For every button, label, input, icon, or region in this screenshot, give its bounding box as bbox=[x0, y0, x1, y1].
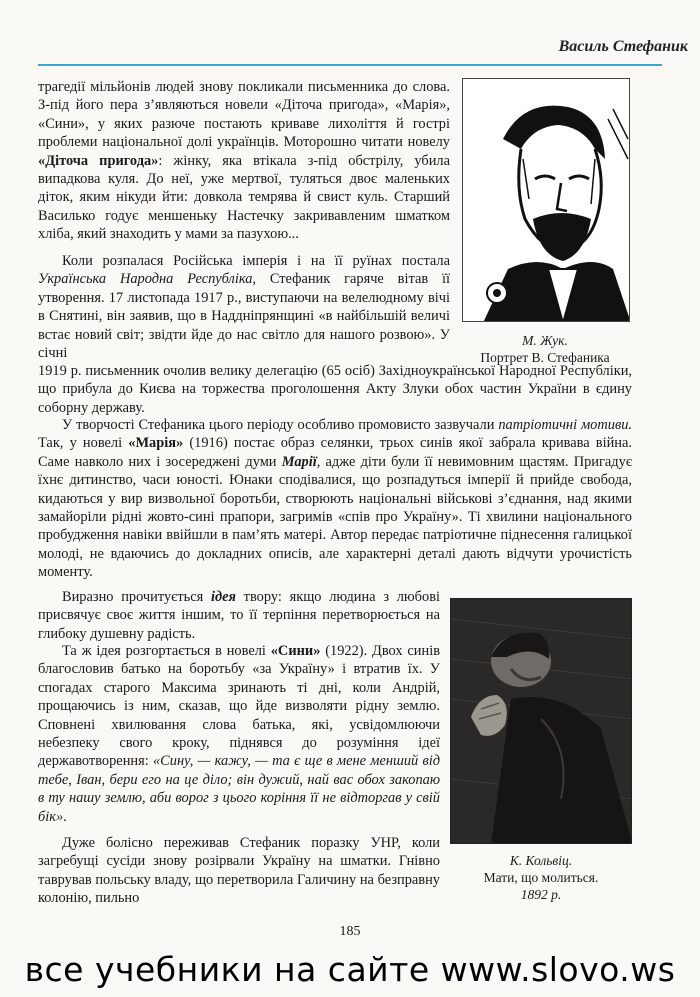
paragraph-4 bbox=[38, 588, 440, 643]
text: (1916) постає образ селянки, трьох синів якої забрала кривава війна. Саме навколо них і зосереджені думи bbox=[38, 435, 632, 470]
text: Так, у новелі bbox=[38, 435, 129, 452]
character-name: Марії bbox=[281, 453, 317, 470]
caption-author: М. Жук. bbox=[522, 333, 568, 348]
praying-mother-figure bbox=[450, 598, 632, 844]
header-rule bbox=[38, 64, 662, 66]
text: (1922). Двох синів благословив батько на боротьбу «за Україну» і втратив їх. У спогадах старого Максима зринають ті дні, коли Андрій, прощаючись із ним, сказав, що йде визволяти рідну землю. Сповнені хвилювання слова батька, які, усвідомлюючи небезпеку свого кроку, піднявся до розуміння ідеї державотворення: bbox=[38, 643, 440, 770]
term: патріотичні мотиви. bbox=[498, 417, 632, 433]
caption-title: Мати, що молиться. bbox=[483, 870, 599, 885]
text: , адже діти були її невимовним щастям. Пригадує їхнє дитинство, часи юності. Юнаки сподівалися, що розпадуться імперії й прийде свобода, кидаються у вир визвольної боротьби, створюють національні військові з’єднання, над якими замайоріли рідні жовто-сині прапори, загримів «спів про Україну». Ті хвилини національного пробудження навіки ввійшли в пам’ять матері. Автор передає патріотичне піднесення галицької молоді, не вдаючись до докладних описів, але характерні деталі дають відчути урочистість моменту. bbox=[38, 453, 632, 581]
text: 1919 р. письменник очолив велику делегацію (65 осіб) Західноукраїнської Народної Республіки, що прибула до Києва на торжества проголошення Акту Злуки обох частин України в єдину соборну державу. bbox=[38, 363, 632, 416]
etching-illustration bbox=[451, 599, 632, 844]
portrait-engraving bbox=[463, 79, 630, 322]
term: Українська Народна Республіка, bbox=[38, 271, 256, 288]
text: Та ж ідея розгортається в новелі bbox=[62, 643, 271, 659]
paragraph-3 bbox=[38, 416, 632, 582]
text: Виразно прочитується bbox=[62, 589, 211, 605]
portrait-figure bbox=[462, 78, 630, 322]
portrait-caption bbox=[452, 332, 638, 366]
caption-title: Портрет В. Стефаника bbox=[480, 350, 610, 365]
paragraph-2-cont bbox=[38, 362, 632, 417]
novel-title: «Марія» bbox=[128, 435, 184, 452]
quote: «Сину, — кажу, — та є ще в мене менший від тебе, Іван, бери его на це діло; він дужий, най вас обох закопаю в ту нашу землю, аби ворог з цього коріння її не відторгав у свій бік» bbox=[38, 753, 440, 825]
paragraph-6 bbox=[38, 834, 440, 908]
term: ідея bbox=[210, 589, 236, 605]
caption-year: 1892 р. bbox=[520, 887, 562, 902]
text: У творчості Стефаника цього періоду особливо промовисто зазвучали bbox=[62, 417, 499, 433]
text: : жінку, яка втікала з-під обстрілу, убила випадкова куля. До неї, уже мертвої, туляться двоє маленьких діток, яким нікуди йти: довкола темрява й свист куль. Старший Василько годує меншеньку Настечку закривавленим шматком хліба, який знаходить у мами за пазухою... bbox=[38, 152, 450, 243]
text: твору: якщо людина з любові присвячує своє життя іншим, то її терпіння перетворюється на глибоку душевну радість. bbox=[38, 589, 440, 642]
footer-banner: все учебники на сайте www.slovo.ws bbox=[24, 950, 676, 989]
caption-author: К. Кольвіц. bbox=[509, 853, 573, 868]
paragraph-5 bbox=[38, 642, 440, 826]
text: Коли розпалася Російська імперія і на її руїнах постала bbox=[62, 253, 450, 269]
paragraph-1 bbox=[38, 78, 450, 244]
etching-caption bbox=[446, 852, 636, 903]
text: Стефаник гаряче вітав її утворення. 17 листопада 1917 р., виступаючи на велелюдному вічі в Снятині, він заявив, що в Наддніпрянщині «в найбільшій величі встає новий світ; звідти йде до нас світло для нашого розвою». У січні bbox=[38, 271, 450, 362]
text: Дуже болісно переживав Стефаник поразку УНР, коли загребущі сусіди знову розірвали Україну на шматки. Гнівно таврував польську владу, що перетворила Галичину на безправну колонію, пильно bbox=[38, 835, 440, 907]
novel-title: «Діточа пригода» bbox=[38, 152, 159, 169]
paragraph-2 bbox=[38, 252, 450, 362]
text: трагедії мільйонів людей знову покликали письменника до слова. З-під його пера з’являються новели «Діточа пригода», «Марія», «Сини», у яких разюче постають криваве лихоліття й гострі проблеми національної долі українців. Моторошно читати новелу bbox=[38, 79, 450, 151]
page-number: 185 bbox=[339, 924, 361, 939]
running-head: Василь Стефаник bbox=[558, 38, 688, 55]
novel-title: «Сини» bbox=[270, 643, 321, 659]
text: . bbox=[63, 808, 67, 825]
